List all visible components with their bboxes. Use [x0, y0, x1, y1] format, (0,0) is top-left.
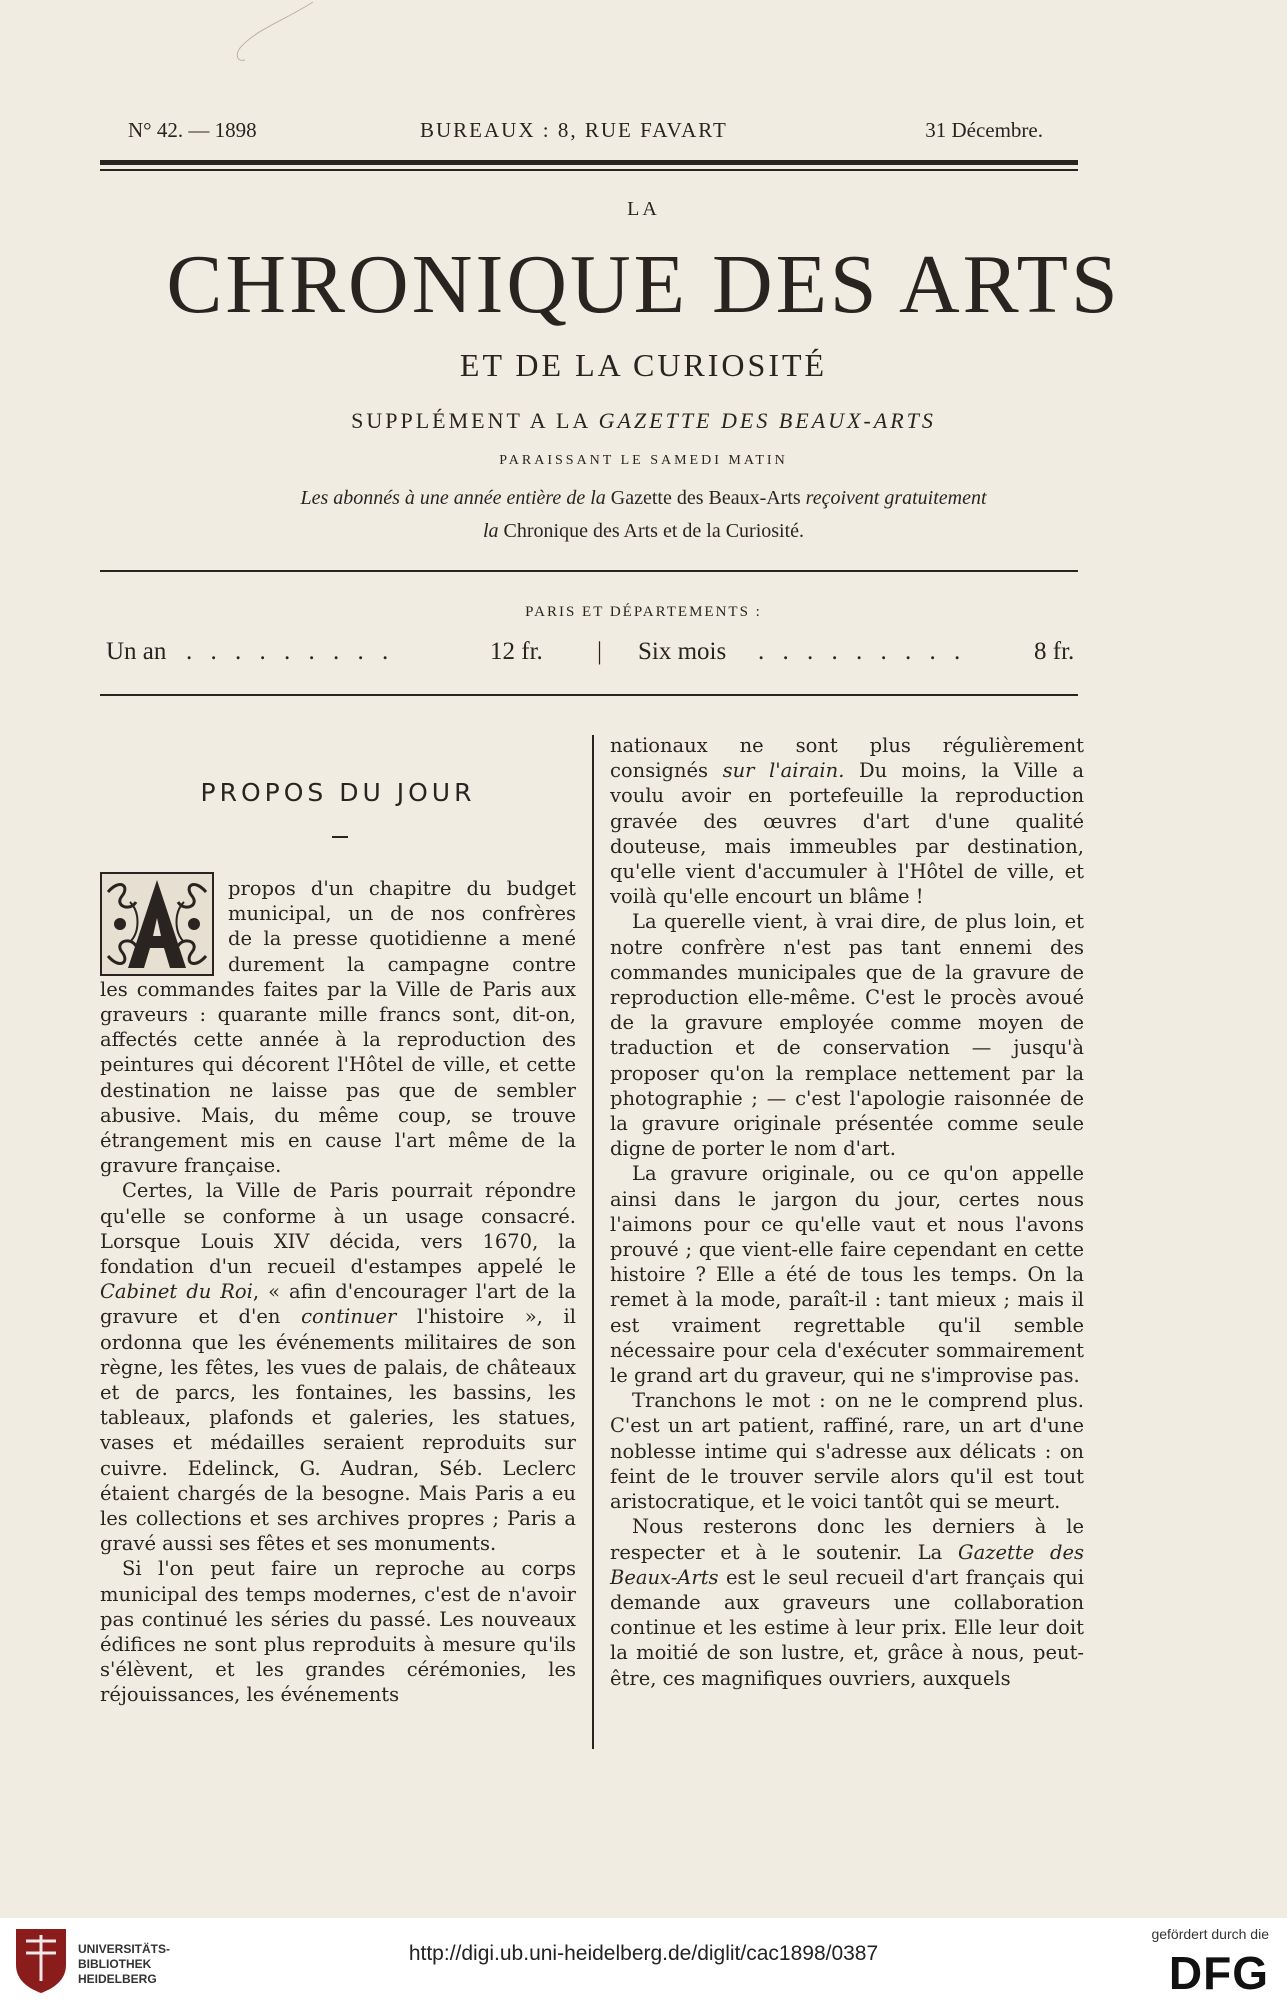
- office-address: BUREAUX : 8, RUE FAVART: [420, 118, 728, 142]
- price-separator: |: [597, 638, 603, 665]
- subscribers-text-c: reçoivent gratuitement: [805, 487, 987, 509]
- p2-text-c: l'histoire », il ordonna que les événements militaires de son règne, les fêtes, les vues de palais, de châteaux et de parcs, les fontaines, les bassins, les tableaux, plafonds et galeries, les statues, vases et médailles seraient reproduits sur cuivre. Edelinck, G. Audran, Séb. Leclerc étaient chargés de la besogne. Mais Paris a eu les collections et ses archives propres ; Paris a gravé aussi ses fêtes et ses monuments.: [100, 1305, 576, 1556]
- r5-text-a: Nous resterons donc les derniers à le respecter et à le soutenir. La: [610, 1515, 1084, 1564]
- subscribers-chronique: Chronique des Arts et de la Curiosité.: [503, 520, 805, 542]
- price-half-value: 8 fr.: [1034, 638, 1075, 665]
- r5-text-b: est le seul recueil d'art français qui demande aux graveurs une collaboration continue et les estime à leur prix. Elle leur doit la moitié de son lustre, et, grâce à nous, peut-être, ces magnifiques ouvriers, auxquels: [610, 1565, 1084, 1690]
- schedule-line: PARAISSANT LE SAMEDI MATIN: [499, 453, 788, 468]
- subscribers-line-2: [0, 520, 1287, 543]
- masthead-subtitle: ET DE LA CURIOSITÉ: [459, 347, 828, 383]
- masthead-article: LA: [627, 198, 660, 220]
- price-half-dots: . . . . . . . . .: [758, 638, 967, 665]
- left-column: [100, 733, 576, 1708]
- right-paragraph-3: La gravure originale, ou ce qu'on appelle ainsi dans le jargon du jour, certes nous l'aimons pour ce qu'elle vaut et nous l'avons prouvé ; que vient-elle faire cependant en cette histoire ? Elle a été de tous les temps. On la remet à la mode, paraît-il : tant mieux ; mais il est vraiment regrettable qu'il semble nécessaire pour cela d'exécuter sommairement le grand art du graveur, qui ne s'improvise pas.: [610, 1162, 1084, 1388]
- dropcap-line-4: durement la campagne contre: [228, 952, 576, 976]
- library-line-2: BIBLIOTHEK: [78, 1957, 152, 1971]
- column-divider: [592, 735, 594, 1749]
- r1-text-b: Du moins, la Ville a voulu avoir en portefeuille la reproduction gravée des œuvres d'art d'une qualité douteuse, mais immeubles par destination, qu'elle vient d'accumuler à l'Hôtel de ville, et voilà qu'elle encourt un blâme !: [610, 759, 1084, 909]
- price-year-label: Un an: [106, 638, 167, 665]
- dropcap-line-2: municipal, un de nos confrères: [228, 902, 576, 926]
- right-paragraph-1: [610, 733, 1084, 909]
- p2-italic-cabinet: Cabinet du Roi: [100, 1280, 253, 1304]
- right-paragraph-2: La querelle vient, à vrai dire, de plus loin, et notre confrère n'est pas tant ennemi des commandes municipales que de la gravure de reproduction elle-même. C'est le procès avoué de la gravure employée comme moyen de traduction et de conservation — jusqu'à proposer qu'on la remplace nettement par la photographie ; — c'est l'apologie raisonnée de la gravure originale présentée comme seule digne de porter le nom d'art.: [610, 910, 1084, 1161]
- pricing-row: [0, 638, 1287, 674]
- pencil-mark: [225, 0, 335, 70]
- library-line-3: HEIDELBERG: [78, 1972, 157, 1986]
- pricing-rule: [100, 694, 1078, 696]
- r5-italic-gazette: Gazette des Beaux-Arts: [610, 1540, 1084, 1589]
- subscribers-gazette: Gazette des Beaux-Arts: [610, 487, 801, 509]
- price-half-label: Six mois: [638, 638, 727, 665]
- price-year-value: 12 fr.: [490, 638, 543, 665]
- r1-italic: sur l'airain.: [722, 759, 845, 783]
- pricing-heading: PARIS ET DÉPARTEMENTS :: [525, 604, 762, 620]
- p2-text-a: Certes, la Ville de Paris pourrait répondre qu'elle se conforme à un usage consacré. Lorsque Louis XIV décida, vers 1670, la fondation d'un recueil d'estampes appelé le: [100, 1179, 576, 1278]
- article-title: PROPOS DU JOUR: [200, 778, 476, 807]
- library-line-1: UNIVERSITÄTS-: [78, 1942, 171, 1956]
- issue-header: [0, 118, 1287, 150]
- dropcap-line-3: de la presse quotidienne a mené: [228, 927, 576, 951]
- dropcap-line-1: propos d'un chapitre du budget: [228, 877, 576, 900]
- header-rule-thin: [100, 169, 1078, 171]
- left-paragraph-1: les commandes faites par la Ville de Paris aux graveurs : quarante mille francs sont, dit-on, affectés cette année à la reproduction des peintures qui décorent l'Hôtel de ville, et cette destination ne laisse pas que de sembler abusive. Mais, du même coup, se trouve étrangement mis en cause l'art même de la gravure française.: [100, 977, 576, 1178]
- issue-number: N° 42. — 1898: [128, 118, 257, 142]
- price-year-dots: . . . . . . . . .: [186, 638, 395, 665]
- subscribers-text-la: la: [482, 520, 499, 542]
- right-paragraph-5: [610, 1514, 1084, 1690]
- subscribers-line-1: [0, 487, 1287, 510]
- r1-text-a: nationaux ne sont plus régulièrement consignés: [610, 734, 1084, 783]
- left-paragraph-3: Si l'on peut faire un reproche au corps municipal des temps modernes, c'est de n'avoir pas continué les séries du passé. Les nouveaux édifices ne sont plus reproduits à mesure qu'ils s'élèvent, et les grandes cérémonies, les réjouissances, les événements: [100, 1557, 576, 1707]
- right-column: [610, 733, 1084, 1691]
- issue-date: 31 Décembre.: [925, 118, 1043, 142]
- supplement-gazette: GAZETTE DES BEAUX-ARTS: [598, 408, 936, 433]
- p2-italic-continuer: continuer: [301, 1305, 397, 1329]
- left-paragraph-2: [100, 1178, 576, 1556]
- masthead-rule: [100, 570, 1078, 572]
- right-paragraph-4: Tranchons le mot : on ne le comprend plus. C'est un art patient, raffiné, rare, un art d'une noblesse intime qui s'adresse aux délicats : on feint de le trouver servile alors qu'il est tout aristocratique, et le voici tantôt qui se meurt.: [610, 1389, 1084, 1514]
- header-rule-thick: [100, 160, 1078, 165]
- p2-text-b: , « afin d'encourager l'art de la gravure et d'en: [100, 1280, 576, 1329]
- dfg-logo: DFG: [1168, 1947, 1269, 1999]
- supplement-prefix: SUPPLÉMENT A LA: [351, 408, 591, 433]
- funding-label: gefördert durch die: [1151, 1926, 1269, 1942]
- supplement-line: [0, 408, 1287, 434]
- subscribers-text-a: Les abonnés à une année entière de la: [300, 487, 606, 509]
- masthead-title: CHRONIQUE DES ARTS: [166, 238, 1121, 331]
- source-url[interactable]: http://digi.ub.uni-heidelberg.de/diglit/cac1898/0387: [408, 1942, 879, 1965]
